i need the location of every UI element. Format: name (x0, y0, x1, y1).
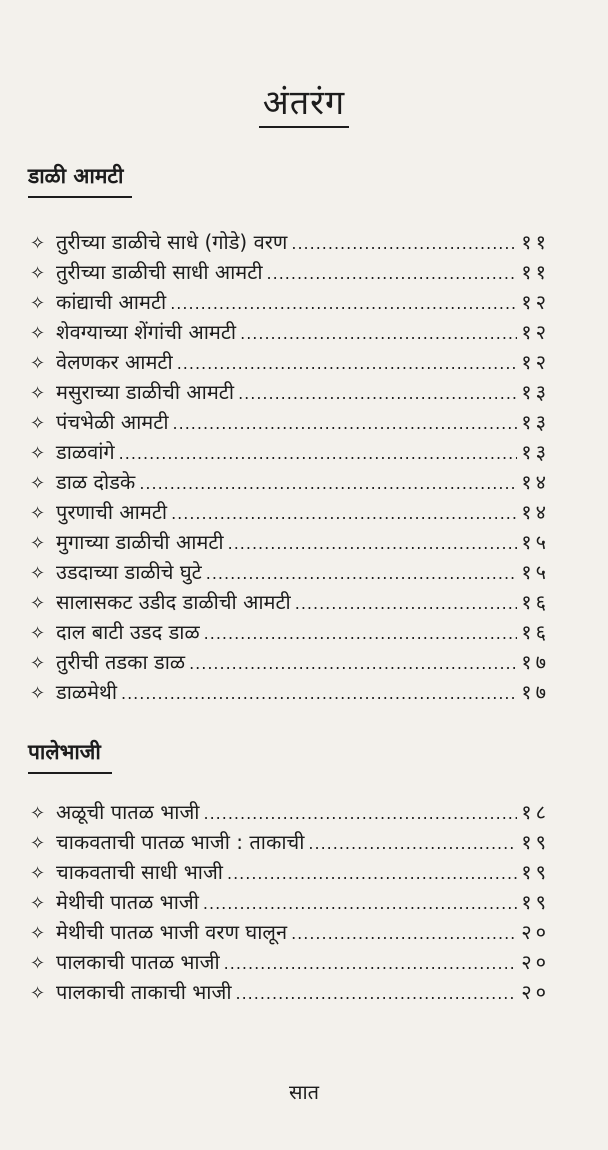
toc-entry-page-number: १६ (521, 620, 550, 644)
toc-entry-page-number: १७ (521, 650, 550, 674)
diamond-bullet-icon: ✧ (30, 623, 46, 644)
toc-entry-page-number: १३ (521, 410, 550, 434)
diamond-bullet-icon: ✧ (30, 503, 46, 524)
toc-entry-label: मुगाच्या डाळीची आमटी (56, 530, 224, 554)
diamond-bullet-icon: ✧ (30, 833, 46, 854)
toc-entry-label: मेथीची पातळ भाजी (56, 890, 199, 914)
toc-entry (30, 858, 550, 888)
toc-entry-label: चाकवताची पातळ भाजी : ताकाची (56, 830, 305, 854)
dot-leader (173, 414, 518, 433)
diamond-bullet-icon: ✧ (30, 563, 46, 584)
diamond-bullet-icon: ✧ (30, 653, 46, 674)
diamond-bullet-icon: ✧ (30, 383, 46, 404)
toc-entry-label: उडदाच्या डाळीचे घुटे (56, 560, 202, 584)
toc-entry (30, 378, 550, 408)
dot-leader (139, 474, 517, 493)
toc-entry-label: मेथीची पातळ भाजी वरण घालून (56, 920, 288, 944)
toc-entry (30, 468, 550, 498)
toc-entry-page-number: १२ (521, 290, 550, 314)
toc-entry-label: पालकाची ताकाची भाजी (56, 980, 232, 1004)
toc-entry-page-number: २० (521, 980, 550, 1004)
toc-entry-page-number: २० (521, 920, 550, 944)
toc-entry (30, 648, 550, 678)
dot-leader (308, 834, 517, 853)
dot-leader (291, 924, 517, 943)
toc-entry (30, 978, 550, 1008)
diamond-bullet-icon: ✧ (30, 983, 46, 1004)
section-underline (28, 196, 132, 198)
toc-entry-label: तुरीची तडका डाळ (56, 650, 186, 674)
toc-entry (30, 228, 550, 258)
page-title-text: अंतरंग (259, 78, 349, 128)
dot-leader (224, 954, 518, 973)
diamond-bullet-icon: ✧ (30, 323, 46, 344)
toc-entry (30, 318, 550, 348)
toc-entry-page-number: ११ (521, 260, 550, 284)
toc-entry-label: दाल बाटी उडद डाळ (56, 620, 200, 644)
dot-leader (295, 594, 517, 613)
diamond-bullet-icon: ✧ (30, 953, 46, 974)
dot-leader (121, 684, 517, 703)
toc-entry (30, 618, 550, 648)
toc-entry-page-number: १२ (521, 350, 550, 374)
diamond-bullet-icon: ✧ (30, 533, 46, 554)
toc-entry-page-number: १९ (521, 860, 550, 884)
diamond-bullet-icon: ✧ (30, 683, 46, 704)
diamond-bullet-icon: ✧ (30, 803, 46, 824)
diamond-bullet-icon: ✧ (30, 443, 46, 464)
toc-entry-label: तुरीच्या डाळीची साधी आमटी (56, 260, 263, 284)
toc-entry (30, 918, 550, 948)
dot-leader (189, 654, 517, 673)
dot-leader (177, 354, 517, 373)
diamond-bullet-icon: ✧ (30, 233, 46, 254)
section-entries-dali-amti (30, 228, 550, 708)
toc-entry-label: शेवग्याच्या शेंगांची आमटी (56, 320, 237, 344)
section-heading-dali-amti: डाळी आमटी (28, 164, 124, 188)
diamond-bullet-icon: ✧ (30, 893, 46, 914)
diamond-bullet-icon: ✧ (30, 473, 46, 494)
dot-leader (119, 444, 518, 463)
dot-leader (240, 324, 517, 343)
diamond-bullet-icon: ✧ (30, 923, 46, 944)
toc-entry-label: डाळवांगे (56, 440, 115, 464)
toc-entry-page-number: २० (521, 950, 550, 974)
toc-entry (30, 288, 550, 318)
toc-entry-page-number: १४ (521, 500, 550, 524)
toc-entry (30, 498, 550, 528)
dot-leader (238, 384, 517, 403)
toc-entry-label: अळूची पातळ भाजी (56, 800, 200, 824)
toc-entry (30, 588, 550, 618)
dot-leader (204, 624, 518, 643)
toc-entry (30, 528, 550, 558)
dot-leader (267, 264, 518, 283)
toc-entry-label: तुरीच्या डाळीचे साधे (गोडे) वरण (56, 230, 288, 254)
toc-entry-label: डाळ दोडके (56, 470, 136, 494)
section-underline (28, 772, 112, 774)
toc-entry (30, 558, 550, 588)
toc-entry-label: पंचभेळी आमटी (56, 410, 169, 434)
toc-entry (30, 348, 550, 378)
dot-leader (206, 564, 517, 583)
toc-entry-page-number: १२ (521, 320, 550, 344)
toc-entry-page-number: १६ (521, 590, 550, 614)
section-heading-palebhaji: पालेभाजी (28, 740, 101, 764)
toc-entry-label: सालासकट उडीद डाळीची आमटी (56, 590, 291, 614)
toc-entry-page-number: १५ (521, 530, 550, 554)
toc-entry-page-number: १९ (521, 830, 550, 854)
toc-entry (30, 438, 550, 468)
diamond-bullet-icon: ✧ (30, 293, 46, 314)
toc-entry-label: डाळमेथी (56, 680, 117, 704)
toc-entry (30, 888, 550, 918)
toc-entry (30, 408, 550, 438)
toc-entry-page-number: ११ (521, 230, 550, 254)
toc-entry (30, 678, 550, 708)
toc-entry-label: मसुराच्या डाळीची आमटी (56, 380, 235, 404)
toc-entry-label: पुरणाची आमटी (56, 500, 168, 524)
diamond-bullet-icon: ✧ (30, 413, 46, 434)
toc-entry (30, 948, 550, 978)
toc-entry-page-number: १७ (521, 680, 550, 704)
dot-leader (170, 294, 517, 313)
toc-entry-page-number: १५ (521, 560, 550, 584)
page-title (0, 78, 608, 128)
toc-entry-page-number: १३ (521, 380, 550, 404)
toc-entry-label: पालकाची पातळ भाजी (56, 950, 220, 974)
toc-entry (30, 258, 550, 288)
dot-leader (203, 894, 517, 913)
diamond-bullet-icon: ✧ (30, 863, 46, 884)
section-entries-palebhaji (30, 798, 550, 1008)
toc-entry-label: कांद्याची आमटी (56, 290, 167, 314)
dot-leader (228, 534, 518, 553)
diamond-bullet-icon: ✧ (30, 593, 46, 614)
toc-entry-page-number: १४ (521, 470, 550, 494)
toc-entry-label: वेलणकर आमटी (56, 350, 173, 374)
page-number-footer: सात (288, 1080, 320, 1104)
toc-entry-page-number: १९ (521, 890, 550, 914)
dot-leader (291, 234, 517, 253)
toc-entry-label: चाकवताची साधी भाजी (56, 860, 223, 884)
toc-entry-page-number: १३ (521, 440, 550, 464)
dot-leader (236, 984, 518, 1003)
toc-entry-page-number: १८ (521, 800, 550, 824)
toc-entry (30, 828, 550, 858)
dot-leader (171, 504, 517, 523)
dot-leader (203, 804, 517, 823)
toc-entry (30, 798, 550, 828)
diamond-bullet-icon: ✧ (30, 263, 46, 284)
diamond-bullet-icon: ✧ (30, 353, 46, 374)
dot-leader (227, 864, 517, 883)
